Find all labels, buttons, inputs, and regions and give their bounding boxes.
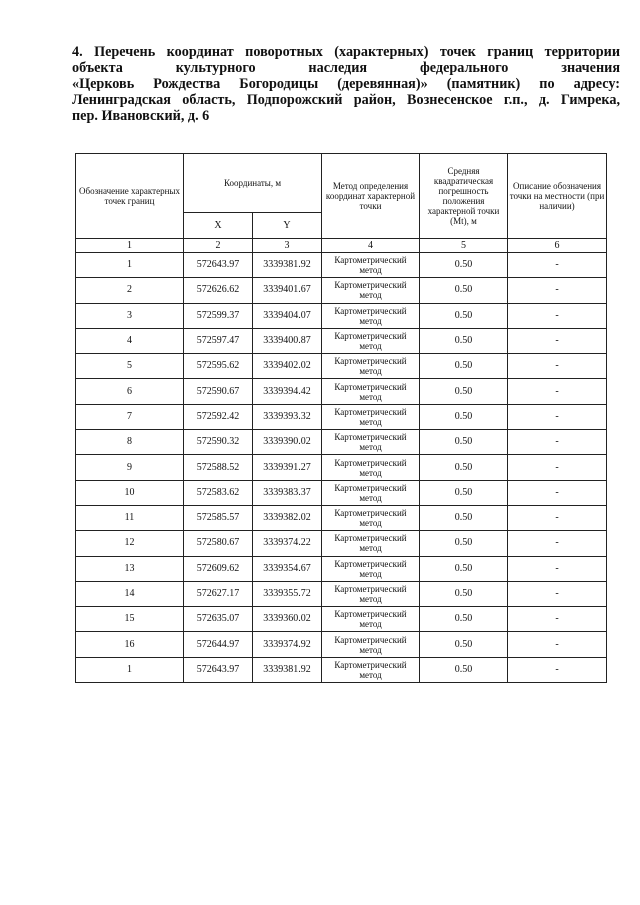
y-cell: 3339400.87: [253, 328, 322, 353]
method-cell: Картометрический метод: [322, 581, 420, 606]
point-cell: 10: [76, 480, 184, 505]
document-heading: [72, 44, 620, 124]
table-row: [76, 607, 607, 632]
table-row: [76, 531, 607, 556]
x-cell: 572590.32: [184, 430, 253, 455]
description-cell: -: [508, 607, 607, 632]
description-cell: -: [508, 632, 607, 657]
x-cell: 572609.62: [184, 556, 253, 581]
column-number: 3: [253, 239, 322, 253]
coordinates-table: [75, 153, 607, 683]
method-cell: Картометрический метод: [322, 430, 420, 455]
description-cell: -: [508, 531, 607, 556]
method-cell: Картометрический метод: [322, 328, 420, 353]
accuracy-cell: 0.50: [420, 404, 508, 429]
point-cell: 7: [76, 404, 184, 429]
point-cell: 16: [76, 632, 184, 657]
header-accuracy: Средняя квадратическая погрешность положения характерной точки (Mt), м: [420, 154, 508, 239]
y-cell: 3339394.42: [253, 379, 322, 404]
x-cell: 572644.97: [184, 632, 253, 657]
x-cell: 572626.62: [184, 278, 253, 303]
x-cell: 572585.57: [184, 505, 253, 530]
point-cell: 1: [76, 253, 184, 278]
point-cell: 3: [76, 303, 184, 328]
table-row: [76, 253, 607, 278]
y-cell: 3339381.92: [253, 657, 322, 682]
method-cell: Картометрический метод: [322, 556, 420, 581]
description-cell: -: [508, 303, 607, 328]
heading-line: «Церковь Рождества Богородицы (деревянная)» (памятник) по адресу:: [72, 76, 620, 92]
y-cell: 3339402.02: [253, 354, 322, 379]
header-method: Метод определения координат характерной точки: [322, 154, 420, 239]
table-row: [76, 657, 607, 682]
column-number: 4: [322, 239, 420, 253]
description-cell: -: [508, 581, 607, 606]
table-row: [76, 303, 607, 328]
description-cell: -: [508, 278, 607, 303]
accuracy-cell: 0.50: [420, 430, 508, 455]
column-number: 5: [420, 239, 508, 253]
y-cell: 3339381.92: [253, 253, 322, 278]
method-cell: Картометрический метод: [322, 657, 420, 682]
description-cell: -: [508, 328, 607, 353]
method-cell: Картометрический метод: [322, 632, 420, 657]
accuracy-cell: 0.50: [420, 657, 508, 682]
x-cell: 572643.97: [184, 657, 253, 682]
method-cell: Картометрический метод: [322, 303, 420, 328]
column-number: 2: [184, 239, 253, 253]
method-cell: Картометрический метод: [322, 404, 420, 429]
x-cell: 572627.17: [184, 581, 253, 606]
y-cell: 3339404.07: [253, 303, 322, 328]
y-cell: 3339383.37: [253, 480, 322, 505]
method-cell: Картометрический метод: [322, 253, 420, 278]
heading-line: Ленинградская область, Подпорожский район, Вознесенское г.п., д. Гимрека,: [72, 92, 620, 108]
header-point: Обозначение характерных точек границ: [76, 154, 184, 239]
table-row: [76, 632, 607, 657]
y-cell: 3339374.92: [253, 632, 322, 657]
point-cell: 15: [76, 607, 184, 632]
y-cell: 3339401.67: [253, 278, 322, 303]
point-cell: 6: [76, 379, 184, 404]
y-cell: 3339393.32: [253, 404, 322, 429]
x-cell: 572599.37: [184, 303, 253, 328]
y-cell: 3339354.67: [253, 556, 322, 581]
description-cell: -: [508, 379, 607, 404]
method-cell: Картометрический метод: [322, 505, 420, 530]
header-description: Описание обозначения точки на местности (при наличии): [508, 154, 607, 239]
header-coordinates: Координаты, м: [184, 154, 322, 213]
point-cell: 8: [76, 430, 184, 455]
description-cell: -: [508, 404, 607, 429]
accuracy-cell: 0.50: [420, 632, 508, 657]
accuracy-cell: 0.50: [420, 303, 508, 328]
description-cell: -: [508, 455, 607, 480]
accuracy-cell: 0.50: [420, 556, 508, 581]
table-row: [76, 581, 607, 606]
description-cell: -: [508, 505, 607, 530]
description-cell: -: [508, 253, 607, 278]
heading-line: 4. Перечень координат поворотных (характерных) точек границ территории: [72, 44, 620, 60]
description-cell: -: [508, 657, 607, 682]
point-cell: 2: [76, 278, 184, 303]
accuracy-cell: 0.50: [420, 379, 508, 404]
heading-line: пер. Ивановский, д. 6: [72, 108, 210, 124]
y-cell: 3339382.02: [253, 505, 322, 530]
point-cell: 1: [76, 657, 184, 682]
header-y: Y: [253, 213, 322, 239]
point-cell: 14: [76, 581, 184, 606]
method-cell: Картометрический метод: [322, 379, 420, 404]
heading-line: объекта культурного наследия федерального значения: [72, 60, 620, 76]
table-row: [76, 505, 607, 530]
point-cell: 12: [76, 531, 184, 556]
x-cell: 572597.47: [184, 328, 253, 353]
accuracy-cell: 0.50: [420, 455, 508, 480]
table-row: [76, 404, 607, 429]
description-cell: -: [508, 556, 607, 581]
accuracy-cell: 0.50: [420, 581, 508, 606]
accuracy-cell: 0.50: [420, 328, 508, 353]
x-cell: 572580.67: [184, 531, 253, 556]
point-cell: 11: [76, 505, 184, 530]
method-cell: Картометрический метод: [322, 607, 420, 632]
table-row: [76, 278, 607, 303]
point-cell: 13: [76, 556, 184, 581]
y-cell: 3339355.72: [253, 581, 322, 606]
column-number: 1: [76, 239, 184, 253]
x-cell: 572592.42: [184, 404, 253, 429]
column-number: 6: [508, 239, 607, 253]
accuracy-cell: 0.50: [420, 531, 508, 556]
method-cell: Картометрический метод: [322, 278, 420, 303]
header-x: X: [184, 213, 253, 239]
y-cell: 3339391.27: [253, 455, 322, 480]
table-body: [76, 253, 607, 683]
description-cell: -: [508, 354, 607, 379]
x-cell: 572643.97: [184, 253, 253, 278]
table-row: [76, 328, 607, 353]
method-cell: Картометрический метод: [322, 531, 420, 556]
table-row: [76, 354, 607, 379]
method-cell: Картометрический метод: [322, 480, 420, 505]
point-cell: 5: [76, 354, 184, 379]
accuracy-cell: 0.50: [420, 480, 508, 505]
accuracy-cell: 0.50: [420, 505, 508, 530]
x-cell: 572635.07: [184, 607, 253, 632]
y-cell: 3339390.02: [253, 430, 322, 455]
x-cell: 572590.67: [184, 379, 253, 404]
point-cell: 4: [76, 328, 184, 353]
y-cell: 3339360.02: [253, 607, 322, 632]
accuracy-cell: 0.50: [420, 278, 508, 303]
accuracy-cell: 0.50: [420, 607, 508, 632]
x-cell: 572588.52: [184, 455, 253, 480]
table-row: [76, 430, 607, 455]
table-row: [76, 455, 607, 480]
method-cell: Картометрический метод: [322, 354, 420, 379]
description-cell: -: [508, 480, 607, 505]
accuracy-cell: 0.50: [420, 354, 508, 379]
table-row: [76, 556, 607, 581]
point-cell: 9: [76, 455, 184, 480]
y-cell: 3339374.22: [253, 531, 322, 556]
accuracy-cell: 0.50: [420, 253, 508, 278]
table-row: [76, 379, 607, 404]
table-row: [76, 480, 607, 505]
x-cell: 572583.62: [184, 480, 253, 505]
description-cell: -: [508, 430, 607, 455]
x-cell: 572595.62: [184, 354, 253, 379]
method-cell: Картометрический метод: [322, 455, 420, 480]
